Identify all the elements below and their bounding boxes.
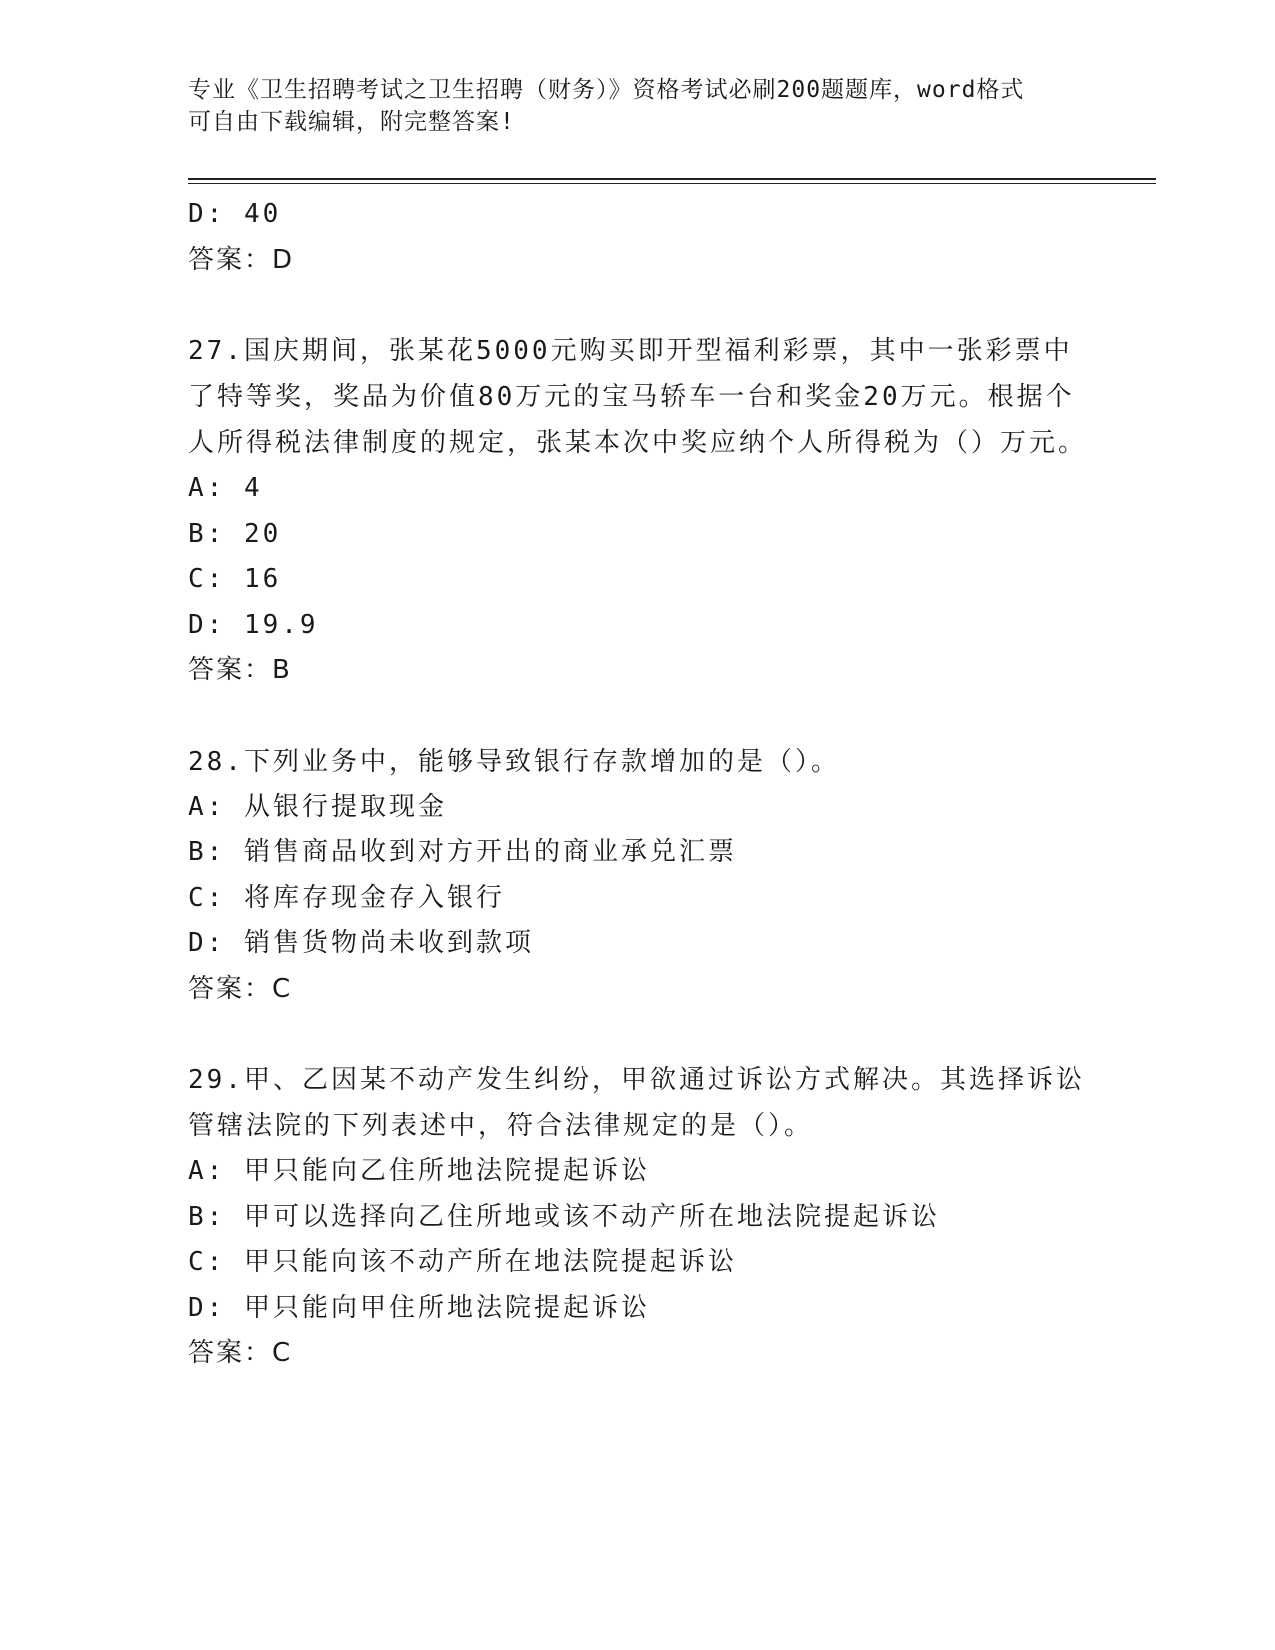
option-b: B: 20 (188, 518, 282, 549)
question-stem: 28.下列业务中，能够导致银行存款增加的是（）。 (188, 746, 840, 777)
question-stem: 29.甲、乙因某不动产发生纠纷，甲欲通过诉讼方式解决。其选择诉讼管辖法院的下列表述中，符合法律规定的是（）。 (188, 1065, 1085, 1141)
option-d: D: 销售货物尚未收到款项 (188, 928, 534, 958)
answer: 答案：C (188, 1338, 293, 1368)
prev-answer: 答案：D (188, 244, 295, 275)
option-a: A: 4 (188, 473, 263, 503)
spacer (188, 694, 1088, 739)
option-d: D: 甲只能向甲住所地法院提起诉讼 (188, 1292, 650, 1323)
prev-option-d: D: 40 (188, 199, 282, 229)
header-line-1: 专业《卫生招聘考试之卫生招聘（财务）》资格考试必刷200题题库，word格式 (188, 77, 1025, 103)
option-c: C: 16 (188, 564, 282, 594)
question-29 (188, 1057, 1088, 1377)
answer: 答案：C (188, 973, 293, 1004)
spacer (188, 1012, 1088, 1057)
answer: 答案：B (188, 655, 292, 685)
header-rule-thin (188, 183, 1156, 184)
document-header (188, 74, 1068, 138)
option-a: A: 从银行提取现金 (188, 791, 447, 822)
question-28 (188, 739, 1088, 1013)
option-b: B: 甲可以选择向乙住所地或该不动产所在地法院提起诉讼 (188, 1201, 940, 1232)
header-rule-thick (188, 178, 1156, 180)
option-d: D: 19.9 (188, 609, 319, 640)
option-b: B: 销售商品收到对方开出的商业承兑汇票 (188, 837, 737, 867)
header-line-2: 可自由下载编辑，附完整答案! (188, 109, 515, 135)
option-c: C: 甲只能向该不动产所在地法院提起诉讼 (188, 1247, 737, 1277)
spacer (188, 283, 1088, 328)
question-27 (188, 328, 1088, 694)
option-c: C: 将库存现金存入银行 (188, 882, 505, 913)
question-stem: 27.国庆期间，张某花5000元购买即开型福利彩票，其中一张彩票中了特等奖，奖品为价值80万元的宝马轿车一台和奖金20万元。根据个人所得税法律制度的规定，张某本次中奖应纳个人所得税为（）万元。 (188, 336, 1088, 458)
question-content (188, 192, 1088, 1377)
option-a: A: 甲只能向乙住所地法院提起诉讼 (188, 1156, 650, 1186)
